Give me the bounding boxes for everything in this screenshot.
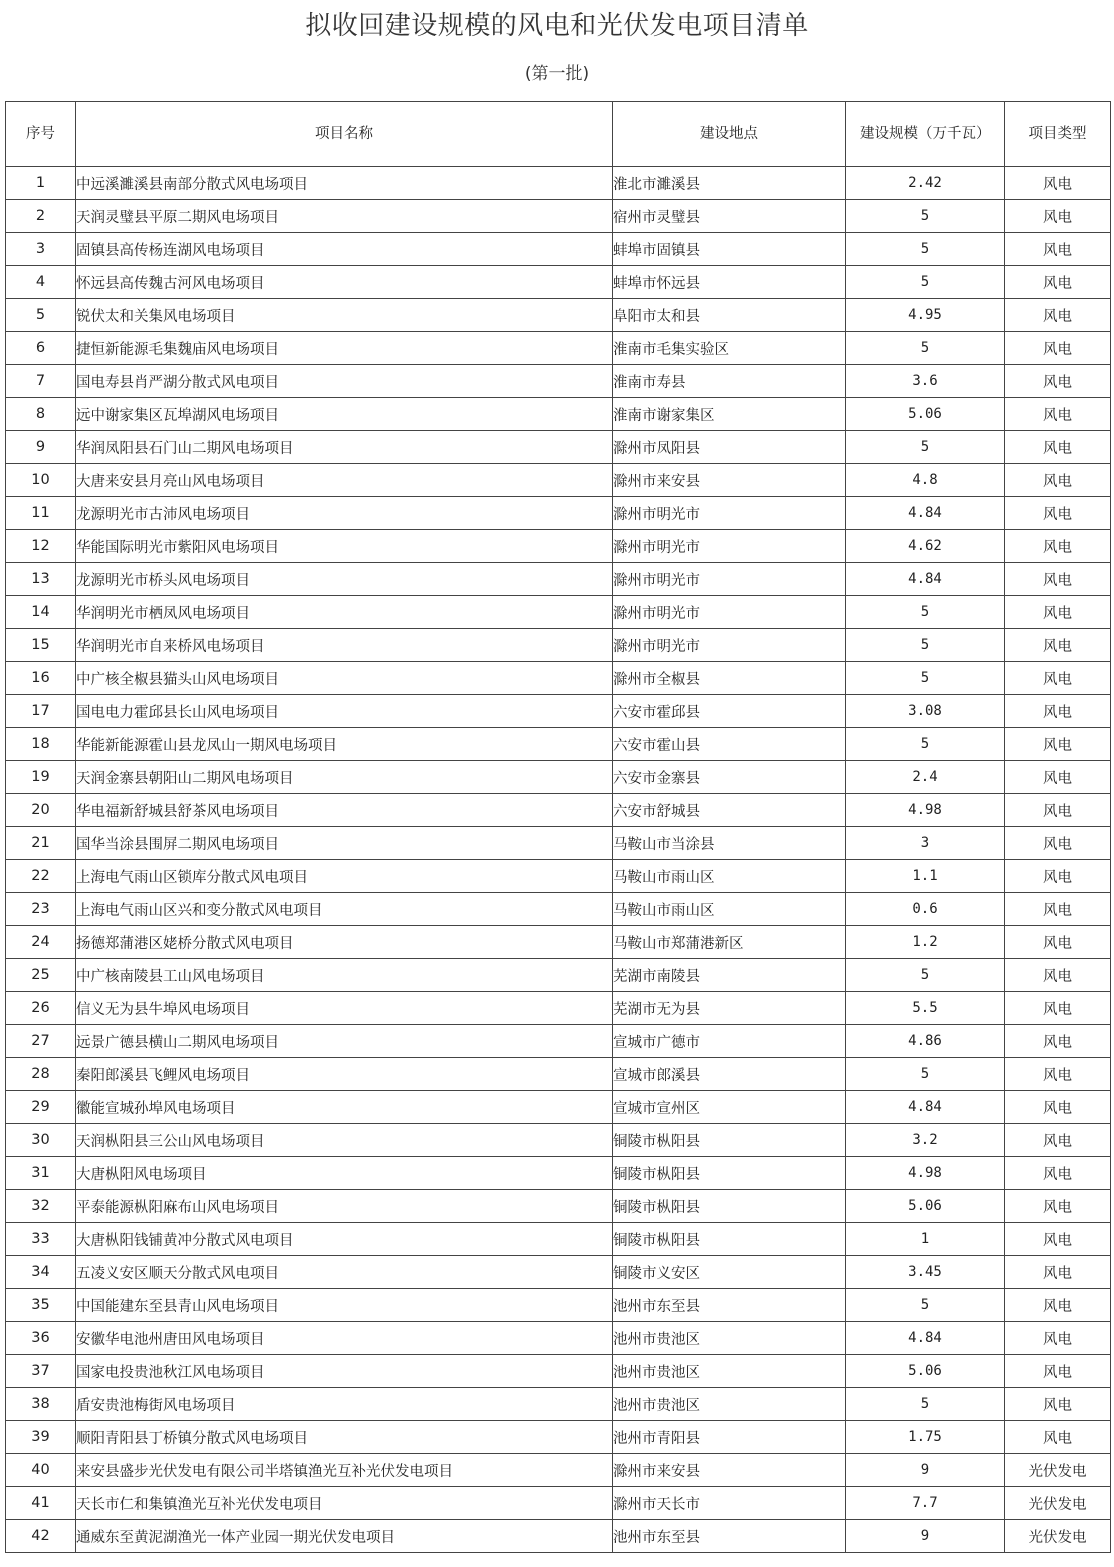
cell-location: 蚌埠市固镇县 bbox=[613, 233, 846, 266]
cell-location: 马鞍山市雨山区 bbox=[613, 860, 846, 893]
table-row bbox=[6, 299, 1111, 332]
cell-capacity: 4.84 bbox=[846, 563, 1005, 596]
cell-location: 滁州市凤阳县 bbox=[613, 431, 846, 464]
cell-seq: 20 bbox=[6, 794, 76, 827]
cell-project-name: 龙源明光市古沛风电场项目 bbox=[76, 497, 613, 530]
table-row bbox=[6, 1058, 1111, 1091]
cell-seq: 40 bbox=[6, 1454, 76, 1487]
cell-location: 淮北市濉溪县 bbox=[613, 167, 846, 200]
cell-capacity: 4.62 bbox=[846, 530, 1005, 563]
cell-location: 池州市贵池区 bbox=[613, 1322, 846, 1355]
table-row bbox=[6, 530, 1111, 563]
cell-project-name: 华能新能源霍山县龙凤山一期风电场项目 bbox=[76, 728, 613, 761]
cell-location: 芜湖市南陵县 bbox=[613, 959, 846, 992]
cell-location: 淮南市谢家集区 bbox=[613, 398, 846, 431]
table-row bbox=[6, 629, 1111, 662]
cell-location: 马鞍山市雨山区 bbox=[613, 893, 846, 926]
cell-seq: 32 bbox=[6, 1190, 76, 1223]
cell-location: 池州市东至县 bbox=[613, 1520, 846, 1553]
cell-project-name: 龙源明光市桥头风电场项目 bbox=[76, 563, 613, 596]
cell-type: 光伏发电 bbox=[1005, 1487, 1111, 1520]
cell-location: 滁州市明光市 bbox=[613, 563, 846, 596]
project-table bbox=[5, 101, 1111, 1553]
cell-type: 风电 bbox=[1005, 662, 1111, 695]
cell-capacity: 7.7 bbox=[846, 1487, 1005, 1520]
cell-capacity: 5.5 bbox=[846, 992, 1005, 1025]
cell-type: 风电 bbox=[1005, 1190, 1111, 1223]
cell-capacity: 5 bbox=[846, 959, 1005, 992]
cell-project-name: 上海电气雨山区兴和变分散式风电项目 bbox=[76, 893, 613, 926]
table-row bbox=[6, 200, 1111, 233]
cell-project-name: 国华当涂县围屏二期风电场项目 bbox=[76, 827, 613, 860]
cell-type: 风电 bbox=[1005, 860, 1111, 893]
cell-capacity: 5 bbox=[846, 728, 1005, 761]
page-subtitle: (第一批) bbox=[524, 64, 590, 84]
table-row bbox=[6, 1355, 1111, 1388]
cell-capacity: 3.45 bbox=[846, 1256, 1005, 1289]
cell-type: 风电 bbox=[1005, 695, 1111, 728]
cell-type: 风电 bbox=[1005, 398, 1111, 431]
cell-seq: 11 bbox=[6, 497, 76, 530]
table-row bbox=[6, 398, 1111, 431]
table-row bbox=[6, 1487, 1111, 1520]
table-row bbox=[6, 563, 1111, 596]
cell-seq: 42 bbox=[6, 1520, 76, 1553]
cell-type: 风电 bbox=[1005, 530, 1111, 563]
cell-type: 风电 bbox=[1005, 431, 1111, 464]
cell-type: 风电 bbox=[1005, 1322, 1111, 1355]
cell-location: 滁州市明光市 bbox=[613, 629, 846, 662]
cell-type: 风电 bbox=[1005, 1388, 1111, 1421]
cell-project-name: 天长市仁和集镇渔光互补光伏发电项目 bbox=[76, 1487, 613, 1520]
cell-seq: 18 bbox=[6, 728, 76, 761]
table-row bbox=[6, 695, 1111, 728]
cell-type: 风电 bbox=[1005, 893, 1111, 926]
cell-type: 风电 bbox=[1005, 761, 1111, 794]
cell-location: 滁州市来安县 bbox=[613, 1454, 846, 1487]
cell-seq: 34 bbox=[6, 1256, 76, 1289]
cell-capacity: 5 bbox=[846, 1058, 1005, 1091]
cell-type: 风电 bbox=[1005, 167, 1111, 200]
cell-project-name: 远景广德县横山二期风电场项目 bbox=[76, 1025, 613, 1058]
cell-capacity: 1.2 bbox=[846, 926, 1005, 959]
cell-location: 池州市青阳县 bbox=[613, 1421, 846, 1454]
header-seq: 序号 bbox=[6, 102, 76, 167]
cell-project-name: 顺阳青阳县丁桥镇分散式风电场项目 bbox=[76, 1421, 613, 1454]
table-row bbox=[6, 1190, 1111, 1223]
cell-capacity: 3.6 bbox=[846, 365, 1005, 398]
cell-location: 铜陵市枞阳县 bbox=[613, 1223, 846, 1256]
cell-seq: 37 bbox=[6, 1355, 76, 1388]
table-row bbox=[6, 926, 1111, 959]
cell-location: 宣城市广德市 bbox=[613, 1025, 846, 1058]
table-row bbox=[6, 431, 1111, 464]
cell-type: 风电 bbox=[1005, 992, 1111, 1025]
cell-seq: 3 bbox=[6, 233, 76, 266]
cell-location: 淮南市毛集实验区 bbox=[613, 332, 846, 365]
cell-seq: 15 bbox=[6, 629, 76, 662]
table-row bbox=[6, 662, 1111, 695]
cell-type: 光伏发电 bbox=[1005, 1454, 1111, 1487]
cell-seq: 4 bbox=[6, 266, 76, 299]
cell-location: 淮南市寿县 bbox=[613, 365, 846, 398]
cell-capacity: 9 bbox=[846, 1520, 1005, 1553]
cell-location: 宣城市郎溪县 bbox=[613, 1058, 846, 1091]
cell-seq: 36 bbox=[6, 1322, 76, 1355]
table-row bbox=[6, 992, 1111, 1025]
cell-project-name: 华润明光市栖凤风电场项目 bbox=[76, 596, 613, 629]
table-row bbox=[6, 1421, 1111, 1454]
header-location: 建设地点 bbox=[613, 102, 846, 167]
cell-type: 光伏发电 bbox=[1005, 1520, 1111, 1553]
cell-capacity: 5 bbox=[846, 266, 1005, 299]
cell-project-name: 锐伏太和关集风电场项目 bbox=[76, 299, 613, 332]
cell-type: 风电 bbox=[1005, 629, 1111, 662]
cell-location: 池州市贵池区 bbox=[613, 1355, 846, 1388]
table-row bbox=[6, 1025, 1111, 1058]
cell-project-name: 扬德郑蒲港区姥桥分散式风电项目 bbox=[76, 926, 613, 959]
cell-location: 六安市霍邱县 bbox=[613, 695, 846, 728]
table-row bbox=[6, 596, 1111, 629]
cell-project-name: 捷恒新能源毛集魏庙风电场项目 bbox=[76, 332, 613, 365]
cell-seq: 24 bbox=[6, 926, 76, 959]
cell-type: 风电 bbox=[1005, 1355, 1111, 1388]
cell-project-name: 大唐枞阳钱铺黄冲分散式风电项目 bbox=[76, 1223, 613, 1256]
cell-seq: 25 bbox=[6, 959, 76, 992]
cell-type: 风电 bbox=[1005, 1223, 1111, 1256]
cell-location: 滁州市明光市 bbox=[613, 497, 846, 530]
cell-project-name: 华润明光市自来桥风电场项目 bbox=[76, 629, 613, 662]
cell-type: 风电 bbox=[1005, 728, 1111, 761]
page-title: 拟收回建设规模的风电和光伏发电项目清单 bbox=[305, 11, 809, 41]
cell-project-name: 中国能建东至县青山风电场项目 bbox=[76, 1289, 613, 1322]
cell-seq: 41 bbox=[6, 1487, 76, 1520]
cell-seq: 6 bbox=[6, 332, 76, 365]
table-row bbox=[6, 1256, 1111, 1289]
table-row bbox=[6, 1223, 1111, 1256]
cell-type: 风电 bbox=[1005, 266, 1111, 299]
cell-location: 滁州市来安县 bbox=[613, 464, 846, 497]
cell-project-name: 上海电气雨山区锁库分散式风电项目 bbox=[76, 860, 613, 893]
cell-seq: 16 bbox=[6, 662, 76, 695]
cell-project-name: 国家电投贵池秋江风电场项目 bbox=[76, 1355, 613, 1388]
table-row bbox=[6, 266, 1111, 299]
cell-seq: 2 bbox=[6, 200, 76, 233]
cell-capacity: 1.75 bbox=[846, 1421, 1005, 1454]
table-row bbox=[6, 332, 1111, 365]
cell-type: 风电 bbox=[1005, 365, 1111, 398]
cell-capacity: 1 bbox=[846, 1223, 1005, 1256]
cell-seq: 38 bbox=[6, 1388, 76, 1421]
table-row bbox=[6, 365, 1111, 398]
cell-seq: 22 bbox=[6, 860, 76, 893]
cell-capacity: 5 bbox=[846, 629, 1005, 662]
table-row bbox=[6, 1322, 1111, 1355]
cell-project-name: 安徽华电池州唐田风电场项目 bbox=[76, 1322, 613, 1355]
cell-location: 宣城市宣州区 bbox=[613, 1091, 846, 1124]
cell-project-name: 华润凤阳县石门山二期风电场项目 bbox=[76, 431, 613, 464]
cell-project-name: 华电福新舒城县舒茶风电场项目 bbox=[76, 794, 613, 827]
cell-location: 铜陵市义安区 bbox=[613, 1256, 846, 1289]
cell-project-name: 国电电力霍邱县长山风电场项目 bbox=[76, 695, 613, 728]
table-row bbox=[6, 1091, 1111, 1124]
table-row bbox=[6, 860, 1111, 893]
cell-seq: 21 bbox=[6, 827, 76, 860]
table-row bbox=[6, 959, 1111, 992]
cell-seq: 10 bbox=[6, 464, 76, 497]
cell-capacity: 5 bbox=[846, 431, 1005, 464]
cell-type: 风电 bbox=[1005, 926, 1111, 959]
cell-type: 风电 bbox=[1005, 1091, 1111, 1124]
table-body bbox=[6, 167, 1111, 1553]
cell-project-name: 五凌义安区顺天分散式风电项目 bbox=[76, 1256, 613, 1289]
cell-seq: 35 bbox=[6, 1289, 76, 1322]
cell-type: 风电 bbox=[1005, 332, 1111, 365]
cell-location: 铜陵市枞阳县 bbox=[613, 1190, 846, 1223]
cell-project-name: 中广核全椒县猫头山风电场项目 bbox=[76, 662, 613, 695]
cell-project-name: 大唐来安县月亮山风电场项目 bbox=[76, 464, 613, 497]
cell-project-name: 徽能宣城孙埠风电场项目 bbox=[76, 1091, 613, 1124]
cell-capacity: 0.6 bbox=[846, 893, 1005, 926]
cell-project-name: 大唐枞阳风电场项目 bbox=[76, 1157, 613, 1190]
cell-project-name: 固镇县高传杨连湖风电场项目 bbox=[76, 233, 613, 266]
cell-location: 蚌埠市怀远县 bbox=[613, 266, 846, 299]
cell-location: 六安市霍山县 bbox=[613, 728, 846, 761]
header-type: 项目类型 bbox=[1005, 102, 1111, 167]
cell-capacity: 4.95 bbox=[846, 299, 1005, 332]
cell-seq: 13 bbox=[6, 563, 76, 596]
cell-project-name: 平泰能源枞阳麻布山风电场项目 bbox=[76, 1190, 613, 1223]
table-row bbox=[6, 1388, 1111, 1421]
table-row bbox=[6, 1124, 1111, 1157]
cell-type: 风电 bbox=[1005, 1124, 1111, 1157]
cell-capacity: 5 bbox=[846, 596, 1005, 629]
header-name: 项目名称 bbox=[76, 102, 613, 167]
cell-seq: 12 bbox=[6, 530, 76, 563]
cell-project-name: 通威东至黄泥湖渔光一体产业园一期光伏发电项目 bbox=[76, 1520, 613, 1553]
cell-seq: 26 bbox=[6, 992, 76, 1025]
cell-capacity: 4.98 bbox=[846, 1157, 1005, 1190]
cell-project-name: 天润灵璧县平原二期风电场项目 bbox=[76, 200, 613, 233]
cell-capacity: 4.8 bbox=[846, 464, 1005, 497]
table-row bbox=[6, 1157, 1111, 1190]
cell-project-name: 秦阳郎溪县飞鲤风电场项目 bbox=[76, 1058, 613, 1091]
cell-seq: 23 bbox=[6, 893, 76, 926]
header-capacity: 建设规模（万千瓦） bbox=[846, 102, 1005, 167]
cell-capacity: 3 bbox=[846, 827, 1005, 860]
cell-capacity: 1.1 bbox=[846, 860, 1005, 893]
cell-type: 风电 bbox=[1005, 200, 1111, 233]
cell-location: 六安市舒城县 bbox=[613, 794, 846, 827]
cell-capacity: 5.06 bbox=[846, 398, 1005, 431]
table-row bbox=[6, 497, 1111, 530]
cell-location: 马鞍山市郑蒲港新区 bbox=[613, 926, 846, 959]
cell-location: 滁州市明光市 bbox=[613, 530, 846, 563]
cell-project-name: 信义无为县牛埠风电场项目 bbox=[76, 992, 613, 1025]
table-row bbox=[6, 761, 1111, 794]
cell-project-name: 华能国际明光市紫阳风电场项目 bbox=[76, 530, 613, 563]
cell-seq: 9 bbox=[6, 431, 76, 464]
cell-seq: 14 bbox=[6, 596, 76, 629]
cell-capacity: 5 bbox=[846, 200, 1005, 233]
cell-location: 池州市东至县 bbox=[613, 1289, 846, 1322]
cell-type: 风电 bbox=[1005, 959, 1111, 992]
cell-type: 风电 bbox=[1005, 1025, 1111, 1058]
cell-project-name: 怀远县高传魏古河风电场项目 bbox=[76, 266, 613, 299]
cell-type: 风电 bbox=[1005, 1157, 1111, 1190]
cell-type: 风电 bbox=[1005, 299, 1111, 332]
table-row bbox=[6, 1454, 1111, 1487]
cell-location: 滁州市天长市 bbox=[613, 1487, 846, 1520]
cell-project-name: 国电寿县肖严湖分散式风电项目 bbox=[76, 365, 613, 398]
cell-seq: 17 bbox=[6, 695, 76, 728]
cell-capacity: 5 bbox=[846, 662, 1005, 695]
cell-type: 风电 bbox=[1005, 1256, 1111, 1289]
cell-capacity: 5 bbox=[846, 1388, 1005, 1421]
cell-type: 风电 bbox=[1005, 596, 1111, 629]
cell-seq: 28 bbox=[6, 1058, 76, 1091]
cell-project-name: 天润金寨县朝阳山二期风电场项目 bbox=[76, 761, 613, 794]
cell-capacity: 5 bbox=[846, 1289, 1005, 1322]
cell-capacity: 4.86 bbox=[846, 1025, 1005, 1058]
cell-capacity: 5 bbox=[846, 233, 1005, 266]
table-header-row bbox=[6, 102, 1111, 167]
cell-seq: 19 bbox=[6, 761, 76, 794]
cell-location: 宿州市灵璧县 bbox=[613, 200, 846, 233]
cell-capacity: 3.2 bbox=[846, 1124, 1005, 1157]
cell-type: 风电 bbox=[1005, 827, 1111, 860]
cell-type: 风电 bbox=[1005, 233, 1111, 266]
cell-capacity: 5.06 bbox=[846, 1190, 1005, 1223]
table-row bbox=[6, 1520, 1111, 1553]
cell-type: 风电 bbox=[1005, 1289, 1111, 1322]
cell-type: 风电 bbox=[1005, 1058, 1111, 1091]
table-row bbox=[6, 728, 1111, 761]
cell-project-name: 中远溪濉溪县南部分散式风电场项目 bbox=[76, 167, 613, 200]
table-row bbox=[6, 233, 1111, 266]
cell-type: 风电 bbox=[1005, 497, 1111, 530]
table-row bbox=[6, 1289, 1111, 1322]
cell-capacity: 9 bbox=[846, 1454, 1005, 1487]
cell-location: 六安市金寨县 bbox=[613, 761, 846, 794]
table-row bbox=[6, 893, 1111, 926]
cell-capacity: 5.06 bbox=[846, 1355, 1005, 1388]
cell-capacity: 4.84 bbox=[846, 1322, 1005, 1355]
cell-capacity: 2.4 bbox=[846, 761, 1005, 794]
cell-location: 芜湖市无为县 bbox=[613, 992, 846, 1025]
cell-location: 池州市贵池区 bbox=[613, 1388, 846, 1421]
cell-seq: 5 bbox=[6, 299, 76, 332]
cell-seq: 31 bbox=[6, 1157, 76, 1190]
cell-project-name: 中广核南陵县工山风电场项目 bbox=[76, 959, 613, 992]
table-row bbox=[6, 464, 1111, 497]
cell-seq: 33 bbox=[6, 1223, 76, 1256]
cell-seq: 30 bbox=[6, 1124, 76, 1157]
cell-location: 阜阳市太和县 bbox=[613, 299, 846, 332]
cell-seq: 7 bbox=[6, 365, 76, 398]
cell-project-name: 来安县盛步光伏发电有限公司半塔镇渔光互补光伏发电项目 bbox=[76, 1454, 613, 1487]
cell-seq: 39 bbox=[6, 1421, 76, 1454]
cell-type: 风电 bbox=[1005, 563, 1111, 596]
cell-project-name: 远中谢家集区瓦埠湖风电场项目 bbox=[76, 398, 613, 431]
cell-seq: 27 bbox=[6, 1025, 76, 1058]
cell-project-name: 天润枞阳县三公山风电场项目 bbox=[76, 1124, 613, 1157]
cell-location: 马鞍山市当涂县 bbox=[613, 827, 846, 860]
cell-location: 铜陵市枞阳县 bbox=[613, 1124, 846, 1157]
cell-location: 滁州市明光市 bbox=[613, 596, 846, 629]
cell-seq: 8 bbox=[6, 398, 76, 431]
cell-capacity: 4.84 bbox=[846, 1091, 1005, 1124]
cell-location: 铜陵市枞阳县 bbox=[613, 1157, 846, 1190]
cell-seq: 29 bbox=[6, 1091, 76, 1124]
cell-project-name: 盾安贵池梅街风电场项目 bbox=[76, 1388, 613, 1421]
cell-type: 风电 bbox=[1005, 464, 1111, 497]
table-row bbox=[6, 167, 1111, 200]
cell-capacity: 4.98 bbox=[846, 794, 1005, 827]
cell-capacity: 2.42 bbox=[846, 167, 1005, 200]
cell-seq: 1 bbox=[6, 167, 76, 200]
cell-type: 风电 bbox=[1005, 1421, 1111, 1454]
cell-capacity: 3.08 bbox=[846, 695, 1005, 728]
cell-type: 风电 bbox=[1005, 794, 1111, 827]
cell-location: 滁州市全椒县 bbox=[613, 662, 846, 695]
cell-capacity: 4.84 bbox=[846, 497, 1005, 530]
cell-capacity: 5 bbox=[846, 332, 1005, 365]
table-row bbox=[6, 794, 1111, 827]
table-row bbox=[6, 827, 1111, 860]
